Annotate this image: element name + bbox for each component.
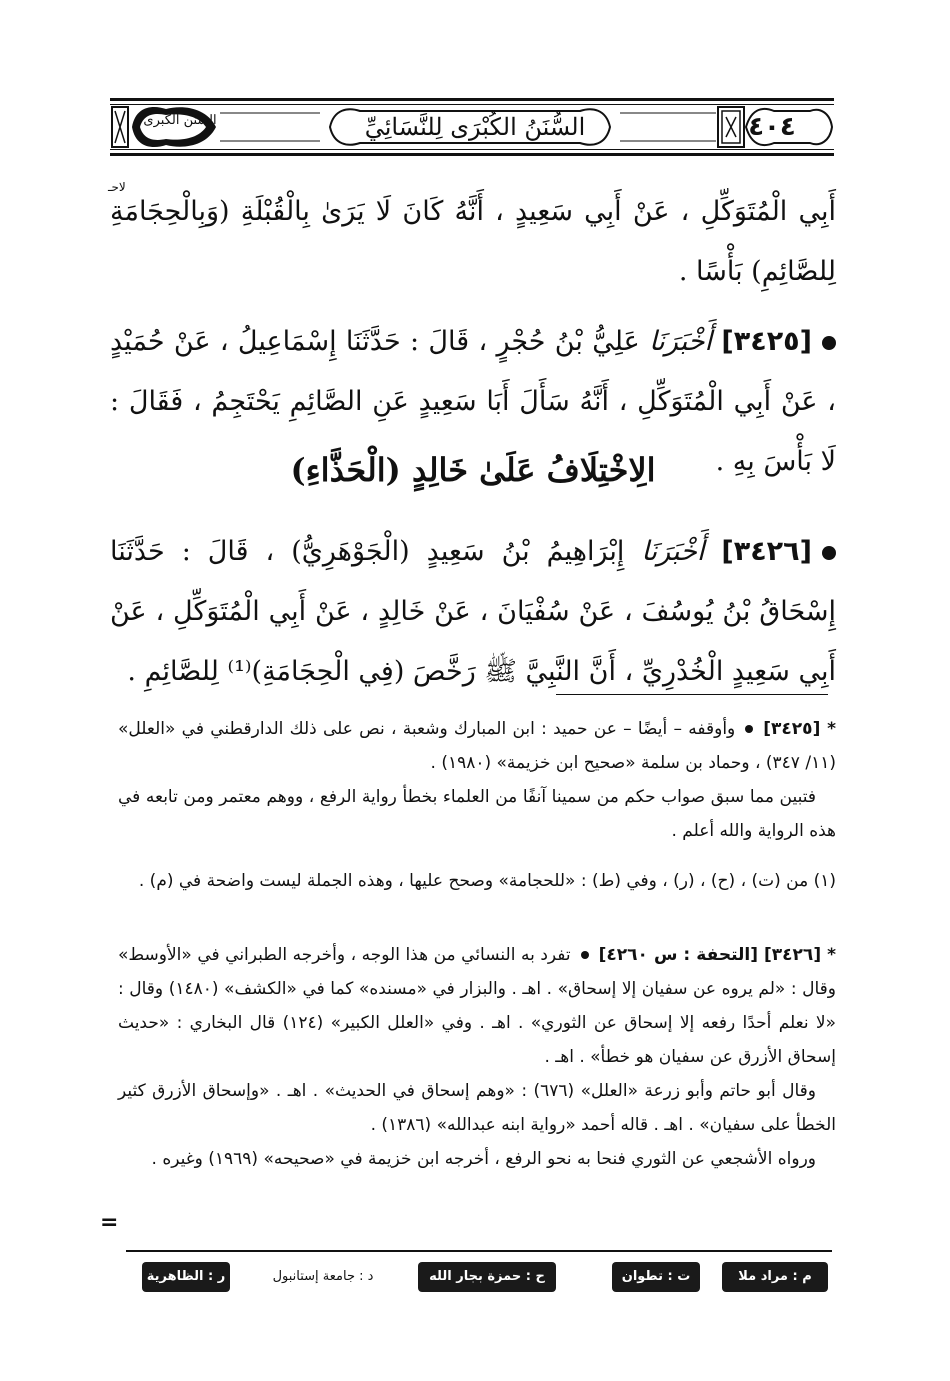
footnote-text: تفرد به النسائي من هذا الوجه ، وأخرجه الطبراني في «الأوسط» وقال : «لم يروه عن سفيان إلا إسحاق» . اهـ . والبزار في «مسنده» كما في «الكشف» (١٤٨٠) وقال : «لا نعلم أحدًا رفعه إلا إسحاق عن الثوري» . اهـ . وفي «العلل الكبير» (١٢٤) قال البخاري : «حديث إسحاق الأزرق عن سفيان هو خطأ» . اهـ . — [118, 945, 837, 1067]
margin-note: لاحـ — [108, 180, 126, 194]
seal-text: السنن الكبرى — [143, 113, 217, 128]
continuation-paragraph: أَبِي الْمُتَوَكِّلِ ، عَنْ أَبِي سَعِيدٍ ، أَنَّهُ كَانَ لَا يَرَىٰ بِالْقُبْلَةِ (وَبِالْحِجَامَةِ لِلصَّائِمِ) بَأْسًا . — [110, 196, 836, 287]
manuscript-label-r: ر : الظاهرية — [142, 1262, 230, 1292]
footnote-3425 — [118, 712, 836, 848]
section-title: الِاخْتِلَافُ عَلَىٰ خَالِدٍ (الْحَذَّاءِ) — [290, 451, 656, 489]
manuscript-label-m: م : مراد ملا — [722, 1262, 828, 1292]
akhbarana-label: أَخْبَرَنَا — [641, 536, 705, 567]
bottom-rule — [126, 1250, 832, 1252]
manuscript-label-h: ح : حمزة بجار الله — [418, 1262, 556, 1292]
footnote-text: وأوقفه – أيضًا – عن حميد : ابن المبارك وشعبة ، نص على ذلك الدارقطني في «العلل» (١١/ ٣٤٧) ، وحماد بن سلمة «صحيح ابن خزيمة» (١٩٨٠) . — [118, 719, 836, 773]
header-ornament-left-band — [220, 103, 320, 151]
continuation-mark: = — [100, 1210, 119, 1235]
akhbarana-label: أَخْبَرَنَا — [649, 326, 713, 357]
footnote-separator — [556, 694, 828, 695]
footnote-1: (١) من (ت) ، (ح) ، (ر) ، وفي (ط) : «للحجامة» وصحح عليها ، وهذه الجملة ليست واضحة في (م) . — [138, 871, 836, 891]
header-ornament-right-band — [620, 103, 716, 151]
hadith-number: [٣٤٢٦] — [721, 536, 812, 567]
bullet-icon — [745, 725, 753, 733]
footnote-3426 — [118, 938, 836, 1176]
hadith-3426 — [110, 522, 836, 702]
page-number: ٤٠٤ — [748, 112, 796, 142]
footnote-text: وقال أبو حاتم وأبو زرعة «العلل» (٦٧٦) : «وهم إسحاق في الحديث» . اهـ . «وإسحاق الأزرق كثير الخطأ على سفيان» . اهـ . قاله أحمد «رواية ابنه عبدالله» (١٣٨٦) . — [118, 1081, 836, 1135]
footnote-ref: * [٣٤٢٥] — [763, 719, 837, 739]
hadith-number: [٣٤٢٥] — [721, 326, 812, 357]
footnote-text: ورواه الأشجعي عن الثوري فنحا به نحو الرفع ، أخرجه ابن خزيمة في «صحيحه» (١٩٦٩) وغيره . — [151, 1149, 816, 1169]
hadith-text: عَلِيُّ بْنُ حُجْرٍ ، قَالَ : حَدَّثَنَا إِسْمَاعِيلُ ، عَنْ حُمَيْدٍ ، عَنْ أَبِي الْمُتَوَكِّلِ ، أَنَّهُ سَأَلَ أَبَا سَعِيدٍ عَنِ الصَّائِمِ يَحْتَجِمُ ، فَقَالَ : لَا بَأْسَ بِهِ . — [110, 326, 836, 477]
footnote-ref: * [٣٤٢٦] [التحفة : س ٤٢٦٠] — [598, 945, 837, 965]
footnote-text: فتبين مما سبق صواب حكم من سمينا آنفًا من العلماء بخطأ رواية الرفع ، ووهم معتمر ومن تابعه في هذه الرواية والله أعلم . — [118, 787, 836, 841]
running-title: السُّنَنُ الكُبْرَى لِلنَّسَائِيِّ — [364, 113, 586, 141]
bullet-icon — [581, 951, 589, 959]
page-header — [110, 98, 834, 156]
manuscript-label-t: ت : تطوان — [612, 1262, 700, 1292]
bullet-icon — [822, 336, 836, 350]
bullet-icon — [822, 546, 836, 560]
hadith-text: إِبْرَاهِيمُ بْنُ سَعِيدٍ (الْجَوْهَرِيُّ) ، قَالَ : حَدَّثَنَا إِسْحَاقُ بْنُ يُوسُفَ ، عَنْ سُفْيَانَ ، عَنْ خَالِدٍ ، عَنْ أَبِي الْمُتَوَكِّلِ ، عَنْ أَبِي سَعِيدٍ الْخُدْرِيِّ ، أَنَّ النَّبِيَّ ﷺ رَخَّصَ (فِي الْحِجَامَةِ)⁽¹⁾ لِلصَّائِمِ . — [110, 536, 836, 687]
manuscript-label-d: د : جامعة إستانبول — [272, 1269, 374, 1284]
